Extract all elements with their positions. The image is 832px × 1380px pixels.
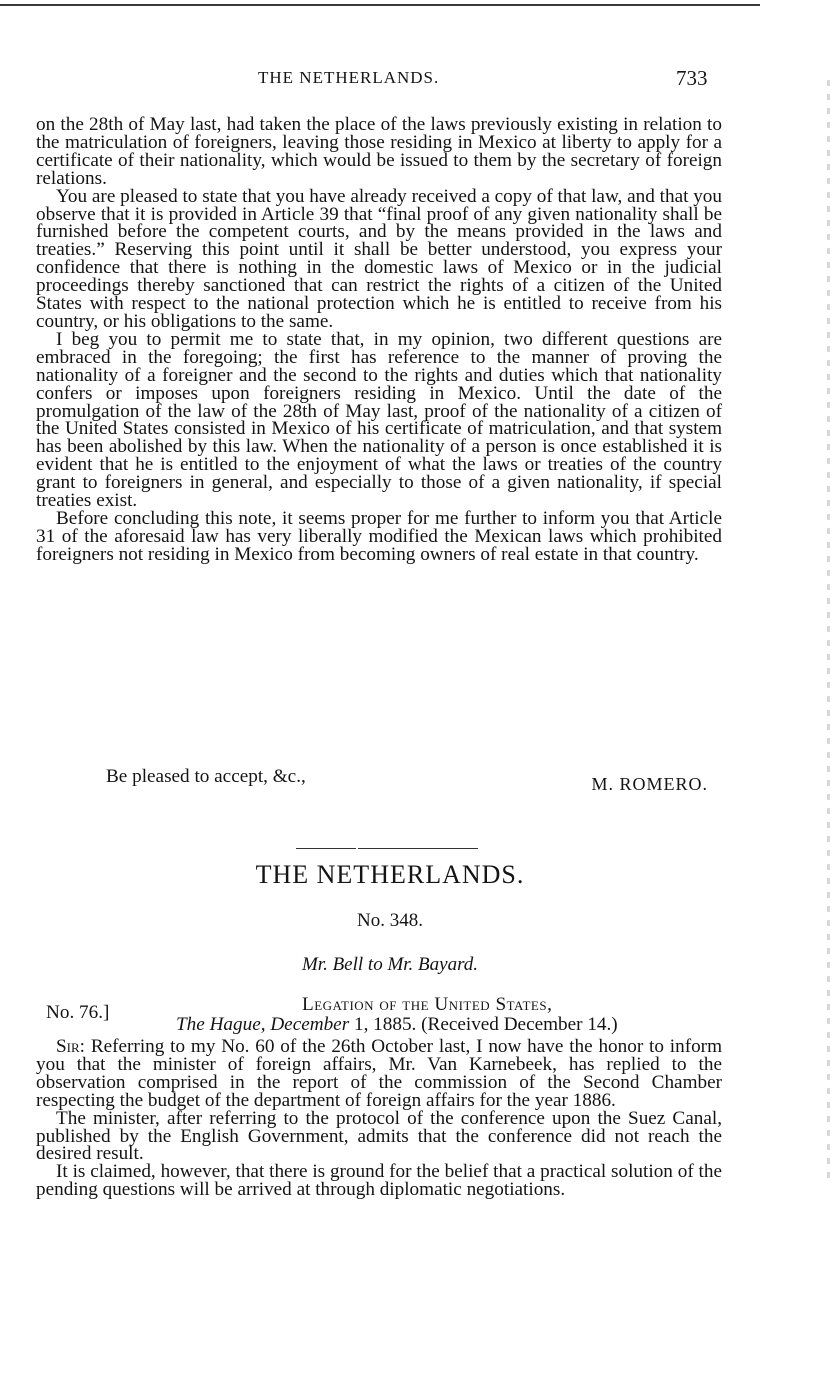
paragraph: It is claimed, however, that there is ground for the belief that a practical solution of the pending questions will be arrived at through diplomatic negotiations.	[36, 1161, 722, 1201]
paragraph-continued: on the 28th of May last, had taken the place of the laws previously existing in relation to the matriculation of foreigners, leaving those residing in Mexico at liberty to apply for a certificate of their nationality, which would be issued to them by the secretary of foreign relations.	[36, 114, 722, 189]
page-number: 733	[676, 66, 708, 90]
paragraph-text: Referring to my No. 60 of the 26th October last, I now have the honor to inform you that the minister of foreign affairs, Mr. Van Karnebeek, has replied to the observation comprised in the report of the commission of the Second Chamber respecting the budget of the department of foreign affairs for the year 1886.	[36, 1036, 722, 1111]
paragraph: You are pleased to state that you have already received a copy of that law, and that you observe that it is provided in Article 39 that “final proof of any given nationality shall be furnished before the competent courts, and by the means provided in the laws and treaties.” Reserving this point until it shall be better understood, you express your confidence that there is nothing in the domestic laws of Mexico or in the judicial proceedings thereby sanctioned that can restrict the rights of a citizen of the United States with respect to the national protection which he is entitled to receive from his country, or his obligations to the same.	[36, 185, 722, 332]
signature: M. ROMERO.	[591, 774, 708, 794]
document-number: No. 348.	[357, 910, 423, 931]
running-title: THE NETHERLANDS.	[258, 68, 440, 87]
letter-heading	[46, 994, 726, 1034]
section-divider	[296, 848, 478, 849]
letter-body	[36, 1038, 722, 1199]
running-header	[0, 66, 832, 96]
section-title: THE NETHERLANDS.	[255, 860, 525, 889]
closing-phrase: Be pleased to accept, &c.,	[106, 766, 306, 787]
paragraph: Before concluding this note, it seems proper for me further to inform you that Article 31 of the aforesaid law has very liberally modified the Mexican laws which prohibited foreigners not residing in Mexico from becoming owners of real estate in that country.	[36, 507, 722, 565]
place-italic: The Hague, December	[176, 1014, 350, 1035]
paragraph: I beg you to permit me to state that, in my opinion, two different questions are embraced in the foregoing; the first has reference to the manner of proving the nationality of a foreigner and the second to the rights and duties which that nationality confers or imposes upon foreigners residing in Mexico. Until the date of the promulgation of the law of the 28th of May last, proof of the nationality of a citizen of the United States consisted in Mexico of his certificate of matriculation, and that system has been abolished by this law. When the nationality of a person is once established it is evident that he is entitled to the enjoyment of what the laws or treaties of the country grant to foreigners in general, and especially to those of a given nationality, if special treaties exist.	[36, 328, 722, 512]
correspondents-line: Mr. Bell to Mr. Bayard.	[301, 954, 479, 975]
date-received: 1, 1885. (Received December 14.)	[349, 1014, 618, 1035]
letter-continuation	[36, 116, 722, 564]
page-edge-shadow	[827, 80, 830, 1180]
place-and-date	[176, 1014, 618, 1036]
dispatch-number: No. 76.]	[46, 1002, 110, 1023]
paragraph: The minister, after referring to the protocol of the conference upon the Suez Canal, published by the English Government, admits that the conference did not reach the desired result.	[36, 1107, 722, 1165]
legation-name: Legation of the United States,	[302, 994, 553, 1015]
divider-rule-right	[358, 848, 478, 849]
closing-block	[36, 766, 722, 794]
paragraph	[36, 1038, 722, 1110]
divider-rule-left	[296, 848, 356, 849]
salutation: Sir:	[56, 1036, 86, 1057]
top-border-rule	[0, 4, 760, 6]
